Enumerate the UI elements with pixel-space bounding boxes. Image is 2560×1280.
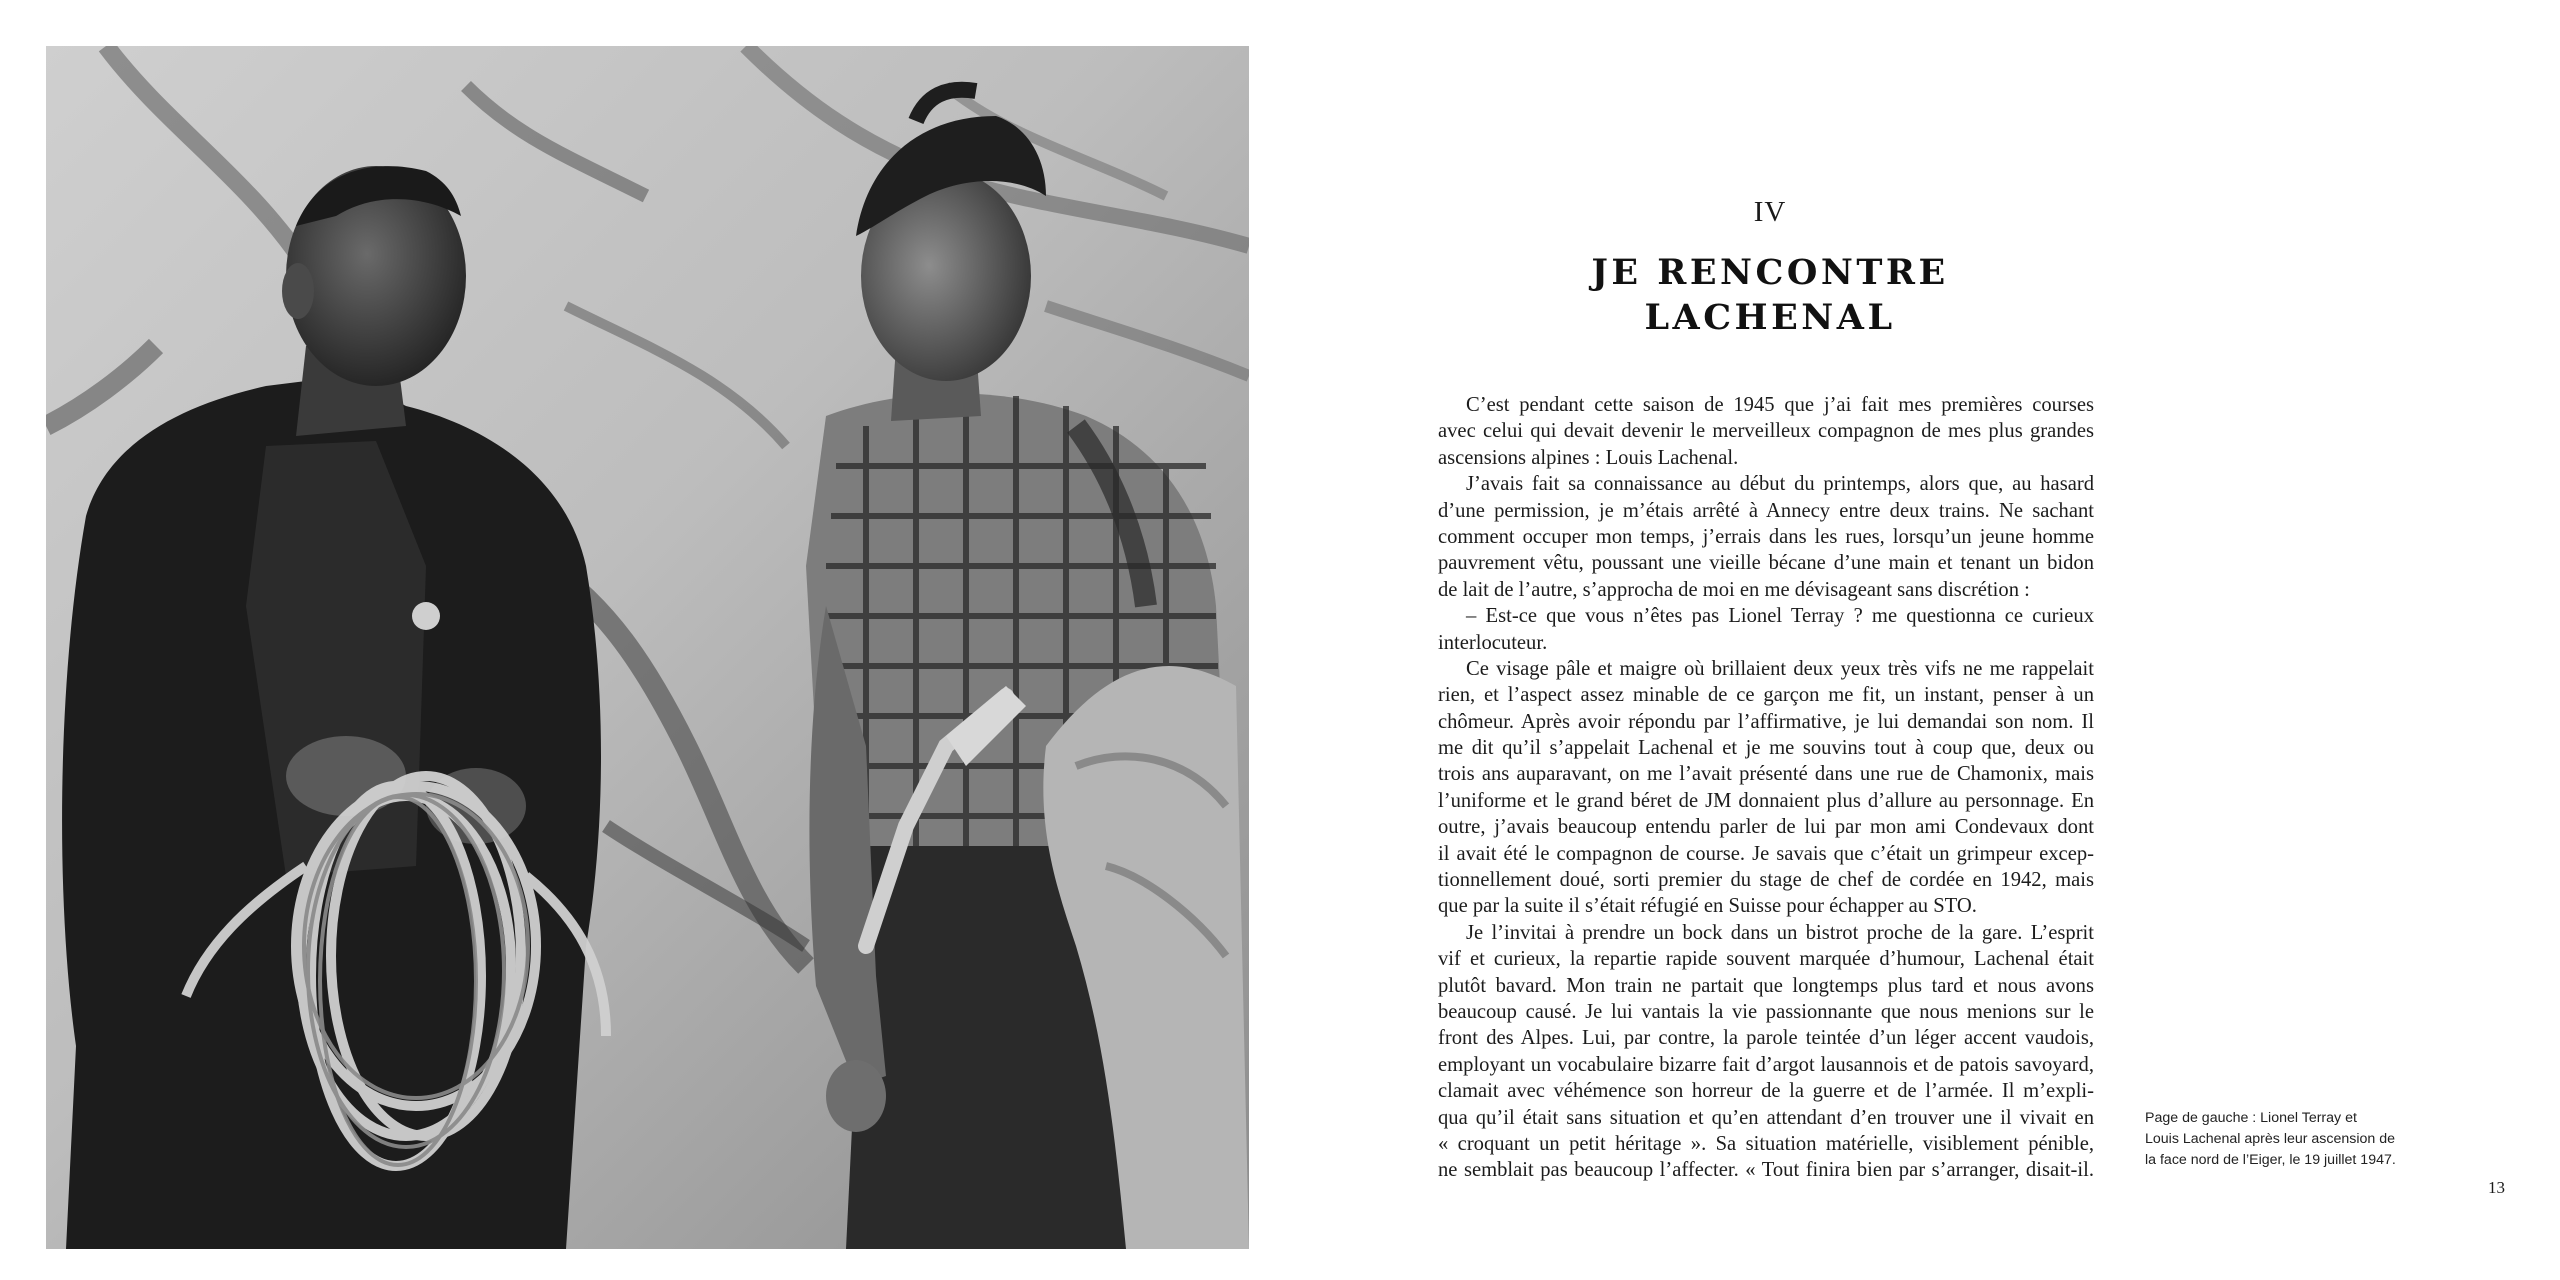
body-line: interlocuteur.: [1438, 631, 1548, 654]
photograph-illustration: [46, 46, 1249, 1249]
body-line: Ce visage pâle et maigre où brillaient deux yeux très vifs ne me rappelait: [1466, 657, 2094, 680]
body-line: il avait été le compagnon de course. Je savais que c’était un grimpeur excep-: [1438, 842, 2094, 865]
body-line: ascensions alpines : Louis Lachenal.: [1438, 446, 1739, 469]
chapter-title: [1500, 250, 2040, 340]
body-line: rien, et l’aspect assez minable de ce garçon me fit, un instant, penser à un: [1438, 684, 2094, 707]
body-text: [1438, 392, 2094, 1184]
caption-line: Page de gauche : Lionel Terray et: [2145, 1110, 2357, 1126]
body-line: l’uniforme et le grand béret de JM donnaient plus d’allure au personnage. En: [1438, 789, 2094, 812]
body-line: Je l’invitai à prendre un bock dans un bistrot proche de la gare. L’esprit: [1466, 921, 2094, 944]
body-line: tionnellement doué, sorti premier du stage de chef de cordée en 1942, mais: [1438, 869, 2094, 892]
body-line: trois ans auparavant, on me l’avait présenté dans une rue de Chamonix, mais: [1438, 763, 2094, 786]
photograph: [46, 46, 1249, 1249]
body-line: que par la suite il s’était réfugié en Suisse pour échapper au STO.: [1438, 895, 1977, 918]
chapter-title-line: LACHENAL: [1644, 297, 1896, 338]
body-line: qua qu’il était sans situation et qu’en attendant d’en trouver une il vivait en: [1438, 1106, 2094, 1129]
body-line: – Est-ce que vous n’êtes pas Lionel Terray ? me questionna ce curieux: [1466, 605, 2094, 628]
page-number: 13: [2488, 1178, 2505, 1197]
chapter-number: IV: [1753, 196, 1787, 228]
body-line: front des Alpes. Lui, par contre, la parole teintée d’un léger accent vaudois,: [1438, 1027, 2094, 1050]
body-line: beaucoup causé. Je lui vantais la vie passionnante que nous menions sur le: [1438, 1000, 2094, 1023]
body-line: clamait avec véhémence son horreur de la guerre et de l’armée. Il m’expli-: [1438, 1080, 2094, 1103]
body-line: plutôt bavard. Mon train ne partait que longtemps plus tard et nous avons: [1438, 974, 2094, 997]
body-line: J’avais fait sa connaissance au début du printemps, alors que, au hasard: [1466, 473, 2094, 496]
caption-line: Louis Lachenal après leur ascension de: [2145, 1131, 2396, 1147]
body-line: outre, j’avais beaucoup entendu parler de lui par mon ami Condevaux dont: [1438, 816, 2094, 839]
body-line: C’est pendant cette saison de 1945 que j’ai fait mes premières courses: [1466, 394, 2094, 416]
body-line: vif et curieux, la repartie rapide souvent marquée d’humour, Lachenal était: [1438, 948, 2094, 971]
body-line: pauvrement vêtu, poussant une vieille bécane d’une main et tenant un bidon: [1438, 552, 2094, 575]
body-line: « croquant un petit héritage ». Sa situation matérielle, visiblement pénible,: [1438, 1132, 2094, 1155]
caption-line: la face nord de l’Eiger, le 19 juillet 1947.: [2145, 1152, 2396, 1168]
body-line: chômeur. Après avoir répondu par l’affirmative, je lui demandai son nom. Il: [1438, 710, 2094, 733]
body-line: de lait de l’autre, s’approcha de moi en me dévisageant sans discrétion :: [1438, 578, 2030, 601]
body-line: employant un vocabulaire bizarre fait d’argot lausannois et de patois savoyard,: [1438, 1053, 2094, 1076]
body-line: d’une permission, je m’étais arrêté à Annecy entre deux trains. Ne sachant: [1438, 499, 2094, 522]
body-line: comment occuper mon temps, j’errais dans les rues, lorsqu’un jeune homme: [1438, 525, 2094, 548]
photo-caption: [2145, 1108, 2395, 1171]
body-line: avec celui qui devait devenir le merveilleux compagnon de mes plus grandes: [1438, 420, 2094, 443]
body-line: ne semblait pas beaucoup l’affecter. « Tout finira bien par s’arranger, disait-il.: [1438, 1159, 2094, 1182]
body-line: me dit qu’il s’appelait Lachenal et je me souvins tout à coup que, deux ou: [1438, 737, 2094, 760]
chapter-title-line: JE RENCONTRE: [1591, 252, 1949, 293]
